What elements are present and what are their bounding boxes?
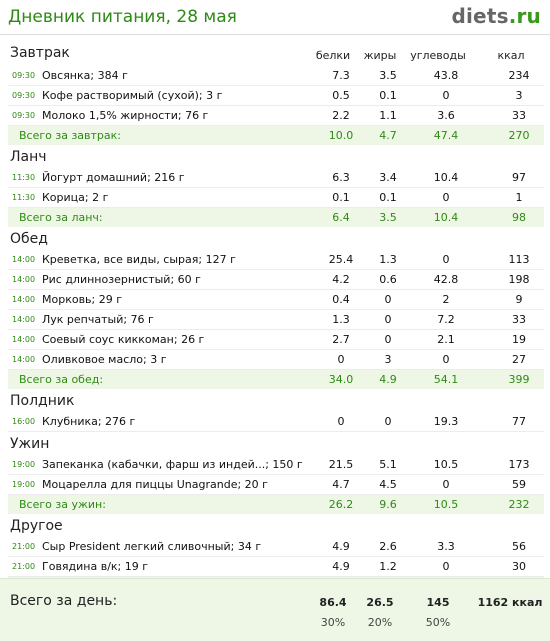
food-time: 19:00 <box>12 480 36 489</box>
food-name[interactable]: Запеканка (кабачки, фарш из индей...; 150 г <box>42 458 303 471</box>
meal-title: Обед <box>10 231 48 247</box>
food-protein: 1.3 <box>332 313 350 326</box>
food-carbs: 3.6 <box>437 109 455 122</box>
food-name[interactable]: Соевый соус киккоман; 26 г <box>42 333 205 346</box>
food-name[interactable]: Молоко 1,5% жирности; 76 г <box>42 109 209 122</box>
food-name[interactable]: Кофе растворимый (сухой); 3 г <box>42 89 223 102</box>
food-time: 11:30 <box>12 173 36 182</box>
food-time: 14:00 <box>12 355 36 364</box>
total-fat: 4.7 <box>379 129 397 142</box>
food-protein: 4.9 <box>332 540 350 553</box>
food-protein: 0.1 <box>332 191 350 204</box>
food-protein: 6.3 <box>332 171 350 184</box>
total-fat: 9.6 <box>379 498 397 511</box>
food-name[interactable]: Креветка, все виды, сырая; 127 г <box>42 253 236 266</box>
food-carbs: 10.4 <box>433 171 459 184</box>
food-fat: 2.6 <box>379 540 397 553</box>
site-logo[interactable] <box>451 4 541 28</box>
food-name[interactable]: Овсянка; 384 г <box>42 69 128 82</box>
food-protein: 0 <box>337 353 345 366</box>
food-fat: 0 <box>384 333 392 346</box>
food-row[interactable] <box>8 290 544 310</box>
meal-total-row <box>8 370 544 389</box>
food-time: 14:00 <box>12 275 36 284</box>
food-row[interactable] <box>8 188 544 208</box>
food-time: 14:00 <box>12 315 36 324</box>
food-protein: 0.5 <box>332 89 350 102</box>
day-total-kcal: 1162 ккал <box>477 596 543 609</box>
food-row[interactable] <box>8 168 544 188</box>
total-protein: 6.4 <box>332 211 350 224</box>
food-carbs: 0 <box>442 89 450 102</box>
food-name[interactable]: Говядина в/к; 19 г <box>42 560 149 573</box>
total-carbs: 54.1 <box>433 373 459 386</box>
brand-main: diets <box>451 4 509 28</box>
food-protein: 0.4 <box>332 293 350 306</box>
food-row[interactable] <box>8 310 544 330</box>
day-total-panel <box>0 578 550 641</box>
meal-title: Другое <box>10 518 63 534</box>
food-carbs: 2.1 <box>437 333 455 346</box>
meal-title-row <box>0 227 550 250</box>
food-fat: 0.1 <box>379 191 397 204</box>
diary-table <box>0 45 550 596</box>
brand-tld: .ru <box>508 4 541 28</box>
food-kcal: 30 <box>512 560 526 573</box>
meal-title: Полдник <box>10 393 75 409</box>
food-fat: 0 <box>384 313 392 326</box>
food-carbs: 2 <box>442 293 450 306</box>
food-name[interactable]: Морковь; 29 г <box>42 293 123 306</box>
food-fat: 5.1 <box>379 458 397 471</box>
food-carbs: 0 <box>442 253 450 266</box>
food-carbs: 19.3 <box>433 415 459 428</box>
food-fat: 3 <box>384 353 392 366</box>
food-time: 09:30 <box>12 71 36 80</box>
food-kcal: 19 <box>512 333 526 346</box>
meal-total-label: Всего за обед: <box>19 373 104 386</box>
meal-section <box>0 389 550 432</box>
meal-total-row <box>8 208 544 227</box>
food-kcal: 56 <box>512 540 526 553</box>
day-total-fat: 26.5 <box>366 596 394 609</box>
total-protein: 34.0 <box>328 373 354 386</box>
food-carbs: 10.5 <box>433 458 459 471</box>
food-row[interactable] <box>8 475 544 495</box>
food-carbs: 3.3 <box>437 540 455 553</box>
total-protein: 26.2 <box>328 498 354 511</box>
food-fat: 3.4 <box>379 171 397 184</box>
meal-total-label: Всего за ужин: <box>19 498 106 511</box>
food-fat: 4.5 <box>379 478 397 491</box>
food-protein: 4.9 <box>332 560 350 573</box>
total-carbs: 47.4 <box>433 129 459 142</box>
food-protein: 21.5 <box>328 458 354 471</box>
food-kcal: 234 <box>508 69 530 82</box>
food-protein: 25.4 <box>328 253 354 266</box>
food-fat: 1.3 <box>379 253 397 266</box>
food-name[interactable]: Лук репчатый; 76 г <box>42 313 154 326</box>
food-kcal: 113 <box>508 253 530 266</box>
total-kcal: 399 <box>508 373 530 386</box>
food-row[interactable] <box>8 86 544 106</box>
meal-title: Завтрак <box>10 45 70 61</box>
meal-total-row <box>8 495 544 514</box>
food-kcal: 77 <box>512 415 526 428</box>
day-total-label: Всего за день: <box>10 593 118 609</box>
meal-section <box>0 432 550 514</box>
meal-section <box>0 227 550 389</box>
meal-section <box>0 45 550 145</box>
meal-title-row <box>0 389 550 412</box>
food-time: 11:30 <box>12 193 36 202</box>
food-row[interactable] <box>8 330 544 350</box>
day-total-carbs: 145 <box>426 596 450 609</box>
food-carbs: 43.8 <box>433 69 459 82</box>
day-total-protein: 86.4 <box>319 596 347 609</box>
food-fat: 0 <box>384 293 392 306</box>
food-time: 21:00 <box>12 562 36 571</box>
food-time: 09:30 <box>12 91 36 100</box>
total-kcal: 270 <box>508 129 530 142</box>
food-kcal: 33 <box>512 109 526 122</box>
day-protein-percent: 30% <box>320 616 346 629</box>
col-fat: жиры <box>363 49 397 62</box>
food-kcal: 198 <box>508 273 530 286</box>
total-carbs: 10.5 <box>433 498 459 511</box>
food-fat: 0.6 <box>379 273 397 286</box>
meal-total-label: Всего за ланч: <box>19 211 103 224</box>
food-kcal: 27 <box>512 353 526 366</box>
food-time: 14:00 <box>12 255 36 264</box>
food-fat: 3.5 <box>379 69 397 82</box>
col-protein: белки <box>315 49 351 62</box>
food-carbs: 0 <box>442 191 450 204</box>
food-row[interactable] <box>8 250 544 270</box>
meal-total-label: Всего за завтрак: <box>19 129 122 142</box>
food-time: 14:00 <box>12 335 36 344</box>
total-kcal: 232 <box>508 498 530 511</box>
food-row[interactable] <box>8 270 544 290</box>
food-name[interactable]: Корица; 2 г <box>42 191 109 204</box>
food-time: 09:30 <box>12 111 36 120</box>
header-bar <box>0 0 550 35</box>
day-fat-percent: 20% <box>367 616 393 629</box>
food-fat: 0 <box>384 415 392 428</box>
food-time: 19:00 <box>12 460 36 469</box>
food-row[interactable] <box>8 455 544 475</box>
food-protein: 2.2 <box>332 109 350 122</box>
food-row[interactable] <box>8 412 544 432</box>
food-name[interactable]: Рис длиннозернистый; 60 г <box>42 273 201 286</box>
meal-section <box>0 145 550 227</box>
food-name[interactable]: Клубника; 276 г <box>42 415 136 428</box>
meal-title: Ужин <box>10 436 50 452</box>
food-time: 21:00 <box>12 542 36 551</box>
food-kcal: 97 <box>512 171 526 184</box>
total-protein: 10.0 <box>328 129 354 142</box>
food-name[interactable]: Моцарелла для пиццы Unagrande; 20 г <box>42 478 268 491</box>
food-protein: 4.7 <box>332 478 350 491</box>
food-name[interactable]: Оливковое масло; 3 г <box>42 353 167 366</box>
food-kcal: 173 <box>508 458 530 471</box>
food-row[interactable] <box>8 106 544 126</box>
meal-title-row <box>0 145 550 168</box>
food-carbs: 0 <box>442 353 450 366</box>
food-carbs: 42.8 <box>433 273 459 286</box>
total-kcal: 98 <box>512 211 526 224</box>
food-kcal: 59 <box>512 478 526 491</box>
food-kcal: 3 <box>515 89 523 102</box>
food-row[interactable] <box>8 557 544 577</box>
col-carbs: углеводы <box>410 49 466 62</box>
food-time: 16:00 <box>12 417 36 426</box>
food-carbs: 0 <box>442 478 450 491</box>
food-fat: 1.2 <box>379 560 397 573</box>
food-protein: 2.7 <box>332 333 350 346</box>
food-time: 14:00 <box>12 295 36 304</box>
day-carbs-percent: 50% <box>425 616 451 629</box>
food-row[interactable] <box>8 537 544 557</box>
total-fat: 3.5 <box>379 211 397 224</box>
food-protein: 4.2 <box>332 273 350 286</box>
column-header-row <box>0 45 550 66</box>
food-kcal: 1 <box>515 191 523 204</box>
meal-title-row <box>0 432 550 455</box>
food-protein: 0 <box>337 415 345 428</box>
col-kcal: ккал <box>497 49 525 62</box>
food-fat: 0.1 <box>379 89 397 102</box>
total-fat: 4.9 <box>379 373 397 386</box>
meal-title: Ланч <box>10 149 47 165</box>
food-row[interactable] <box>8 350 544 370</box>
food-kcal: 9 <box>515 293 523 306</box>
meal-title-row <box>0 514 550 537</box>
total-carbs: 10.4 <box>433 211 459 224</box>
meal-total-row <box>8 126 544 145</box>
food-fat: 1.1 <box>379 109 397 122</box>
food-kcal: 33 <box>512 313 526 326</box>
page-title: Дневник питания, 28 мая <box>8 7 237 27</box>
food-name[interactable]: Сыр President легкий сливочный; 34 г <box>42 540 262 553</box>
food-row[interactable] <box>8 66 544 86</box>
food-name[interactable]: Йогурт домашний; 216 г <box>42 171 185 184</box>
food-protein: 7.3 <box>332 69 350 82</box>
food-carbs: 0 <box>442 560 450 573</box>
food-carbs: 7.2 <box>437 313 455 326</box>
